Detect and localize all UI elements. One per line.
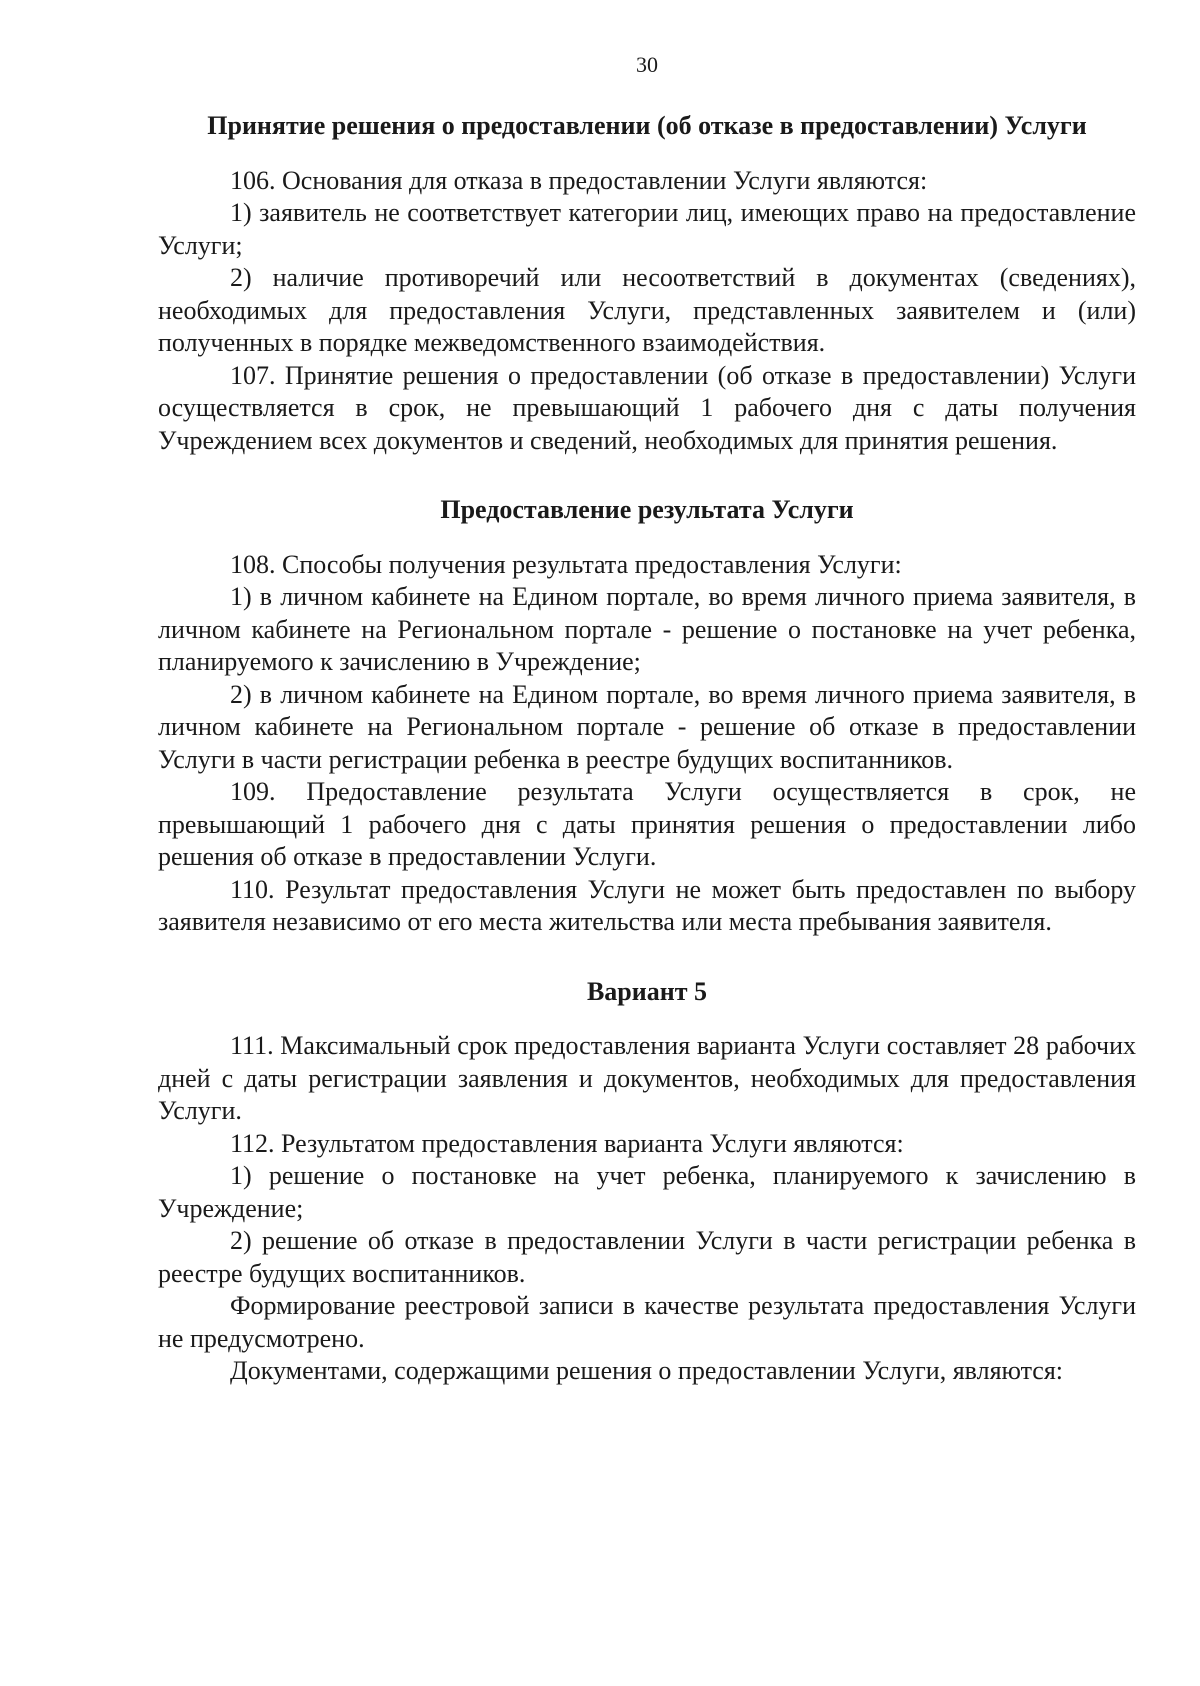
- section-decision: [158, 110, 1136, 457]
- paragraph-106-item-2: 2) наличие противоречий или несоответствий в документах (сведениях), необходимых для предоставления Услуги, представленных заявителем и (или) полученных в порядке межведомственного взаимодействия.: [158, 263, 1136, 357]
- paragraph-112: 112. Результатом предоставления варианта Услуги являются:: [230, 1128, 904, 1158]
- paragraph-registry-note: Формирование реестровой записи в качестве результата предоставления Услуги не предусмотрено.: [158, 1291, 1136, 1353]
- section-heading: Вариант 5: [586, 976, 708, 1006]
- paragraph-112-item-1: 1) решение о постановке на учет ребенка, планируемого к зачислению в Учреждение;: [158, 1161, 1136, 1223]
- paragraph-106-item-1: 1) заявитель не соответствует категории лиц, имеющих право на предоставление Услуги;: [158, 198, 1136, 260]
- paragraph-documents-intro: Документами, содержащими решения о предоставлении Услуги, являются:: [230, 1356, 1064, 1385]
- paragraph-108: 108. Способы получения результата предоставления Услуги:: [230, 549, 902, 579]
- section-variant-5: [158, 976, 1136, 1388]
- paragraph-106: 106. Основания для отказа в предоставлении Услуги являются:: [230, 165, 928, 195]
- paragraph-108-item-2: 2) в личном кабинете на Едином портале, во время личного приема заявителя, в личном кабинете на Региональном портале - решение об отказе в предоставлении Услуги в части регистрации ребенка в реестре будущих воспитанников.: [158, 679, 1136, 774]
- section-heading: Принятие решения о предоставлении (об отказе в предоставлении) Услуги: [207, 111, 1087, 140]
- document-body: [158, 110, 1136, 1388]
- paragraph-111: 111. Максимальный срок предоставления варианта Услуги составляет 28 рабочих дней с даты регистрации заявления и документов, необходимых для предоставления Услуги.: [158, 1031, 1136, 1125]
- paragraph-112-item-2: 2) решение об отказе в предоставлении Услуги в части регистрации ребенка в реестре будущих воспитанников.: [158, 1226, 1136, 1288]
- paragraph-107: 107. Принятие решения о предоставлении (об отказе в предоставлении) Услуги осуществляется в срок, не превышающий 1 рабочего дня с даты получения Учреждением всех документов и сведений, необходимых для принятия решения.: [158, 360, 1136, 455]
- section-result-delivery: [158, 494, 1136, 939]
- page-number: 30: [636, 52, 658, 77]
- paragraph-109: 109. Предоставление результата Услуги осуществляется в срок, не превышающий 1 рабочего дня с даты принятия решения о предоставлении либо решения об отказе в предоставлении Услуги.: [158, 777, 1136, 871]
- paragraph-110: 110. Результат предоставления Услуги не может быть предоставлен по выбору заявителя независимо от его места жительства или места пребывания заявителя.: [158, 874, 1136, 936]
- paragraph-108-item-1: 1) в личном кабинете на Едином портале, во время личного приема заявителя, в личном кабинете на Региональном портале - решение о постановке на учет ребенка, планируемого к зачислению в Учреждение;: [158, 582, 1136, 676]
- section-heading: Предоставление результата Услуги: [440, 495, 854, 524]
